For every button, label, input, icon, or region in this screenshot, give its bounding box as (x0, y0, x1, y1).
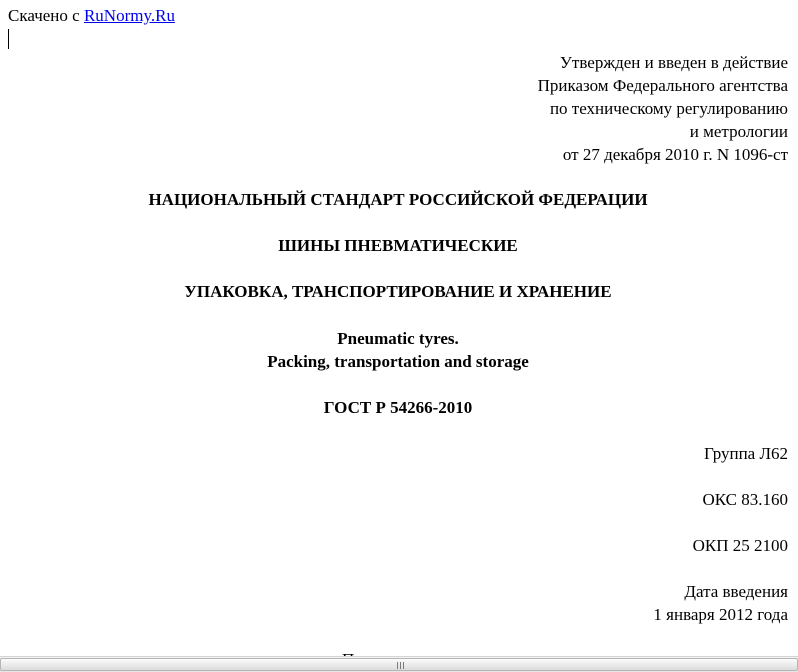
approval-line: Приказом Федерального агентства (537, 76, 788, 95)
approval-line: от 27 декабря 2010 г. N 1096-ст (562, 145, 788, 164)
oks-code: ОКС 83.160 (702, 490, 788, 509)
standard-title-2: УПАКОВКА, ТРАНСПОРТИРОВАНИЕ И ХРАНЕНИЕ (184, 282, 612, 301)
group-code: Группа Л62 (703, 444, 788, 463)
horizontal-scrollbar[interactable] (0, 656, 798, 672)
source-line (8, 6, 175, 26)
approval-line: по техническому регулированию (549, 99, 788, 118)
gost-number: ГОСТ Р 54266-2010 (323, 398, 473, 417)
approval-line: Утвержден и введен в действие (559, 53, 788, 72)
scrollbar-thumb[interactable] (0, 658, 798, 671)
scrollbar-grip-icon (396, 662, 405, 669)
text-cursor (8, 29, 9, 49)
intro-date-value: 1 января 2012 года (653, 605, 788, 624)
source-prefix: Скачено с (8, 6, 84, 25)
okp-code: ОКП 25 2100 (692, 536, 788, 555)
runormy-link[interactable]: RuNormy.Ru (83, 6, 175, 25)
intro-date-label: Дата введения (684, 582, 788, 601)
english-title-1: Pneumatic tyres. (337, 329, 459, 348)
english-title-2: Packing, transportation and storage (267, 352, 529, 371)
national-standard-heading: НАЦИОНАЛЬНЫЙ СТАНДАРТ РОССИЙСКОЙ ФЕДЕРАЦИИ (148, 190, 648, 209)
standard-title-1: ШИНЫ ПНЕВМАТИЧЕСКИЕ (278, 236, 518, 255)
approval-block (538, 51, 788, 166)
approval-line: и метрологии (689, 122, 788, 141)
